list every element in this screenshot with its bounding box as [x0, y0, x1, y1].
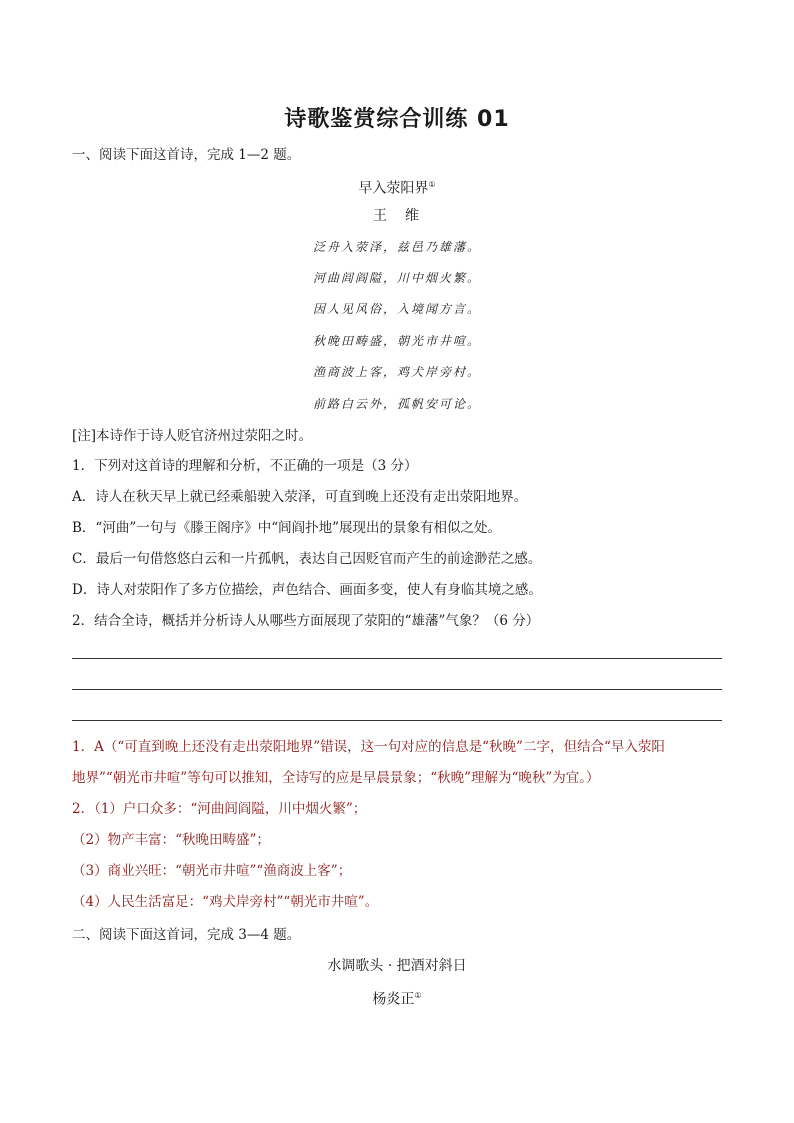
answer-text: 2．（1）户口众多：“河曲闾阎隘，川中烟火繁”；	[72, 801, 367, 817]
poem-author: 王 维	[373, 208, 421, 224]
poem-note: [注]本诗作于诗人贬官济州过荥阳之时。	[72, 428, 313, 444]
poem-verse: 秋晚田畴盛，朝光市井喧。	[312, 334, 481, 348]
poem-title-text: 早入荥阳界	[358, 180, 429, 197]
section1-intro: 一、阅读下面这首诗，完成 1—2 题。	[72, 147, 301, 163]
footnote-mark: ①	[414, 991, 422, 1000]
answer-line	[72, 658, 722, 659]
section2-intro: 二、阅读下面这首词，完成 3—4 题。	[72, 927, 301, 943]
poem2-author	[0, 987, 794, 1009]
answer-text: （2）物产丰富：“秋晚田畴盛”；	[72, 832, 270, 848]
page-title: 诗歌鉴赏综合训练 01	[284, 107, 510, 132]
question-2-stem: 2．结合全诗，概括并分析诗人从哪些方面展现了荥阳的“雄藩”气象？（6 分）	[72, 613, 540, 629]
poem-verse: 泛舟入荥泽，兹邑乃雄藩。	[312, 240, 481, 254]
answer-text: 地界”“朝光市井喧”等句可以推知，全诗写的应是早晨景象；“秋晚”理解为“晚秋”为宜。）	[72, 770, 600, 786]
poem-verse: 前路白云外，孤帆安可论。	[312, 397, 481, 411]
answer-line	[72, 720, 722, 721]
question-1-stem: 1．下列对这首诗的理解和分析，不正确的一项是（3 分）	[72, 458, 418, 474]
poem-verse: 河曲闾阎隘，川中烟火繁。	[312, 271, 481, 285]
poem-title	[0, 176, 794, 198]
poem2-author-text: 杨炎正	[372, 991, 415, 1008]
question-1-option-d: D．诗人对荥阳作了多方位描绘，声色结合、画面多变，使人有身临其境之感。	[72, 582, 542, 598]
question-1-option-c: C．最后一句借悠悠白云和一片孤帆，表达自己因贬官而产生的前途渺茫之感。	[72, 551, 542, 567]
poem-verse: 因人见风俗，入境闻方言。	[312, 302, 481, 316]
question-1-option-a: A．诗人在秋天早上就已经乘船驶入荥泽，可直到晚上还没有走出荥阳地界。	[72, 489, 528, 505]
poem-verse: 渔商波上客，鸡犬岸旁村。	[312, 365, 481, 379]
poem2-title: 水调歌头 · 把酒对斜日	[327, 958, 467, 974]
answer-text: （4）人民生活富足：“鸡犬岸旁村”“朝光市井喧”。	[72, 894, 379, 910]
answer-text: （3）商业兴旺：“朝光市井喧”“渔商波上客”；	[72, 863, 352, 879]
footnote-mark: ①	[428, 180, 436, 189]
answer-line	[72, 689, 722, 690]
answer-text: 1．A（“可直到晚上还没有走出荥阳地界”错误，这一句对应的信息是“秋晚”二字，但结合“早入荥阳	[72, 739, 665, 755]
question-1-option-b: B．“河曲”一句与《滕王阁序》中“闾阎扑地”展现出的景象有相似之处。	[72, 520, 502, 536]
